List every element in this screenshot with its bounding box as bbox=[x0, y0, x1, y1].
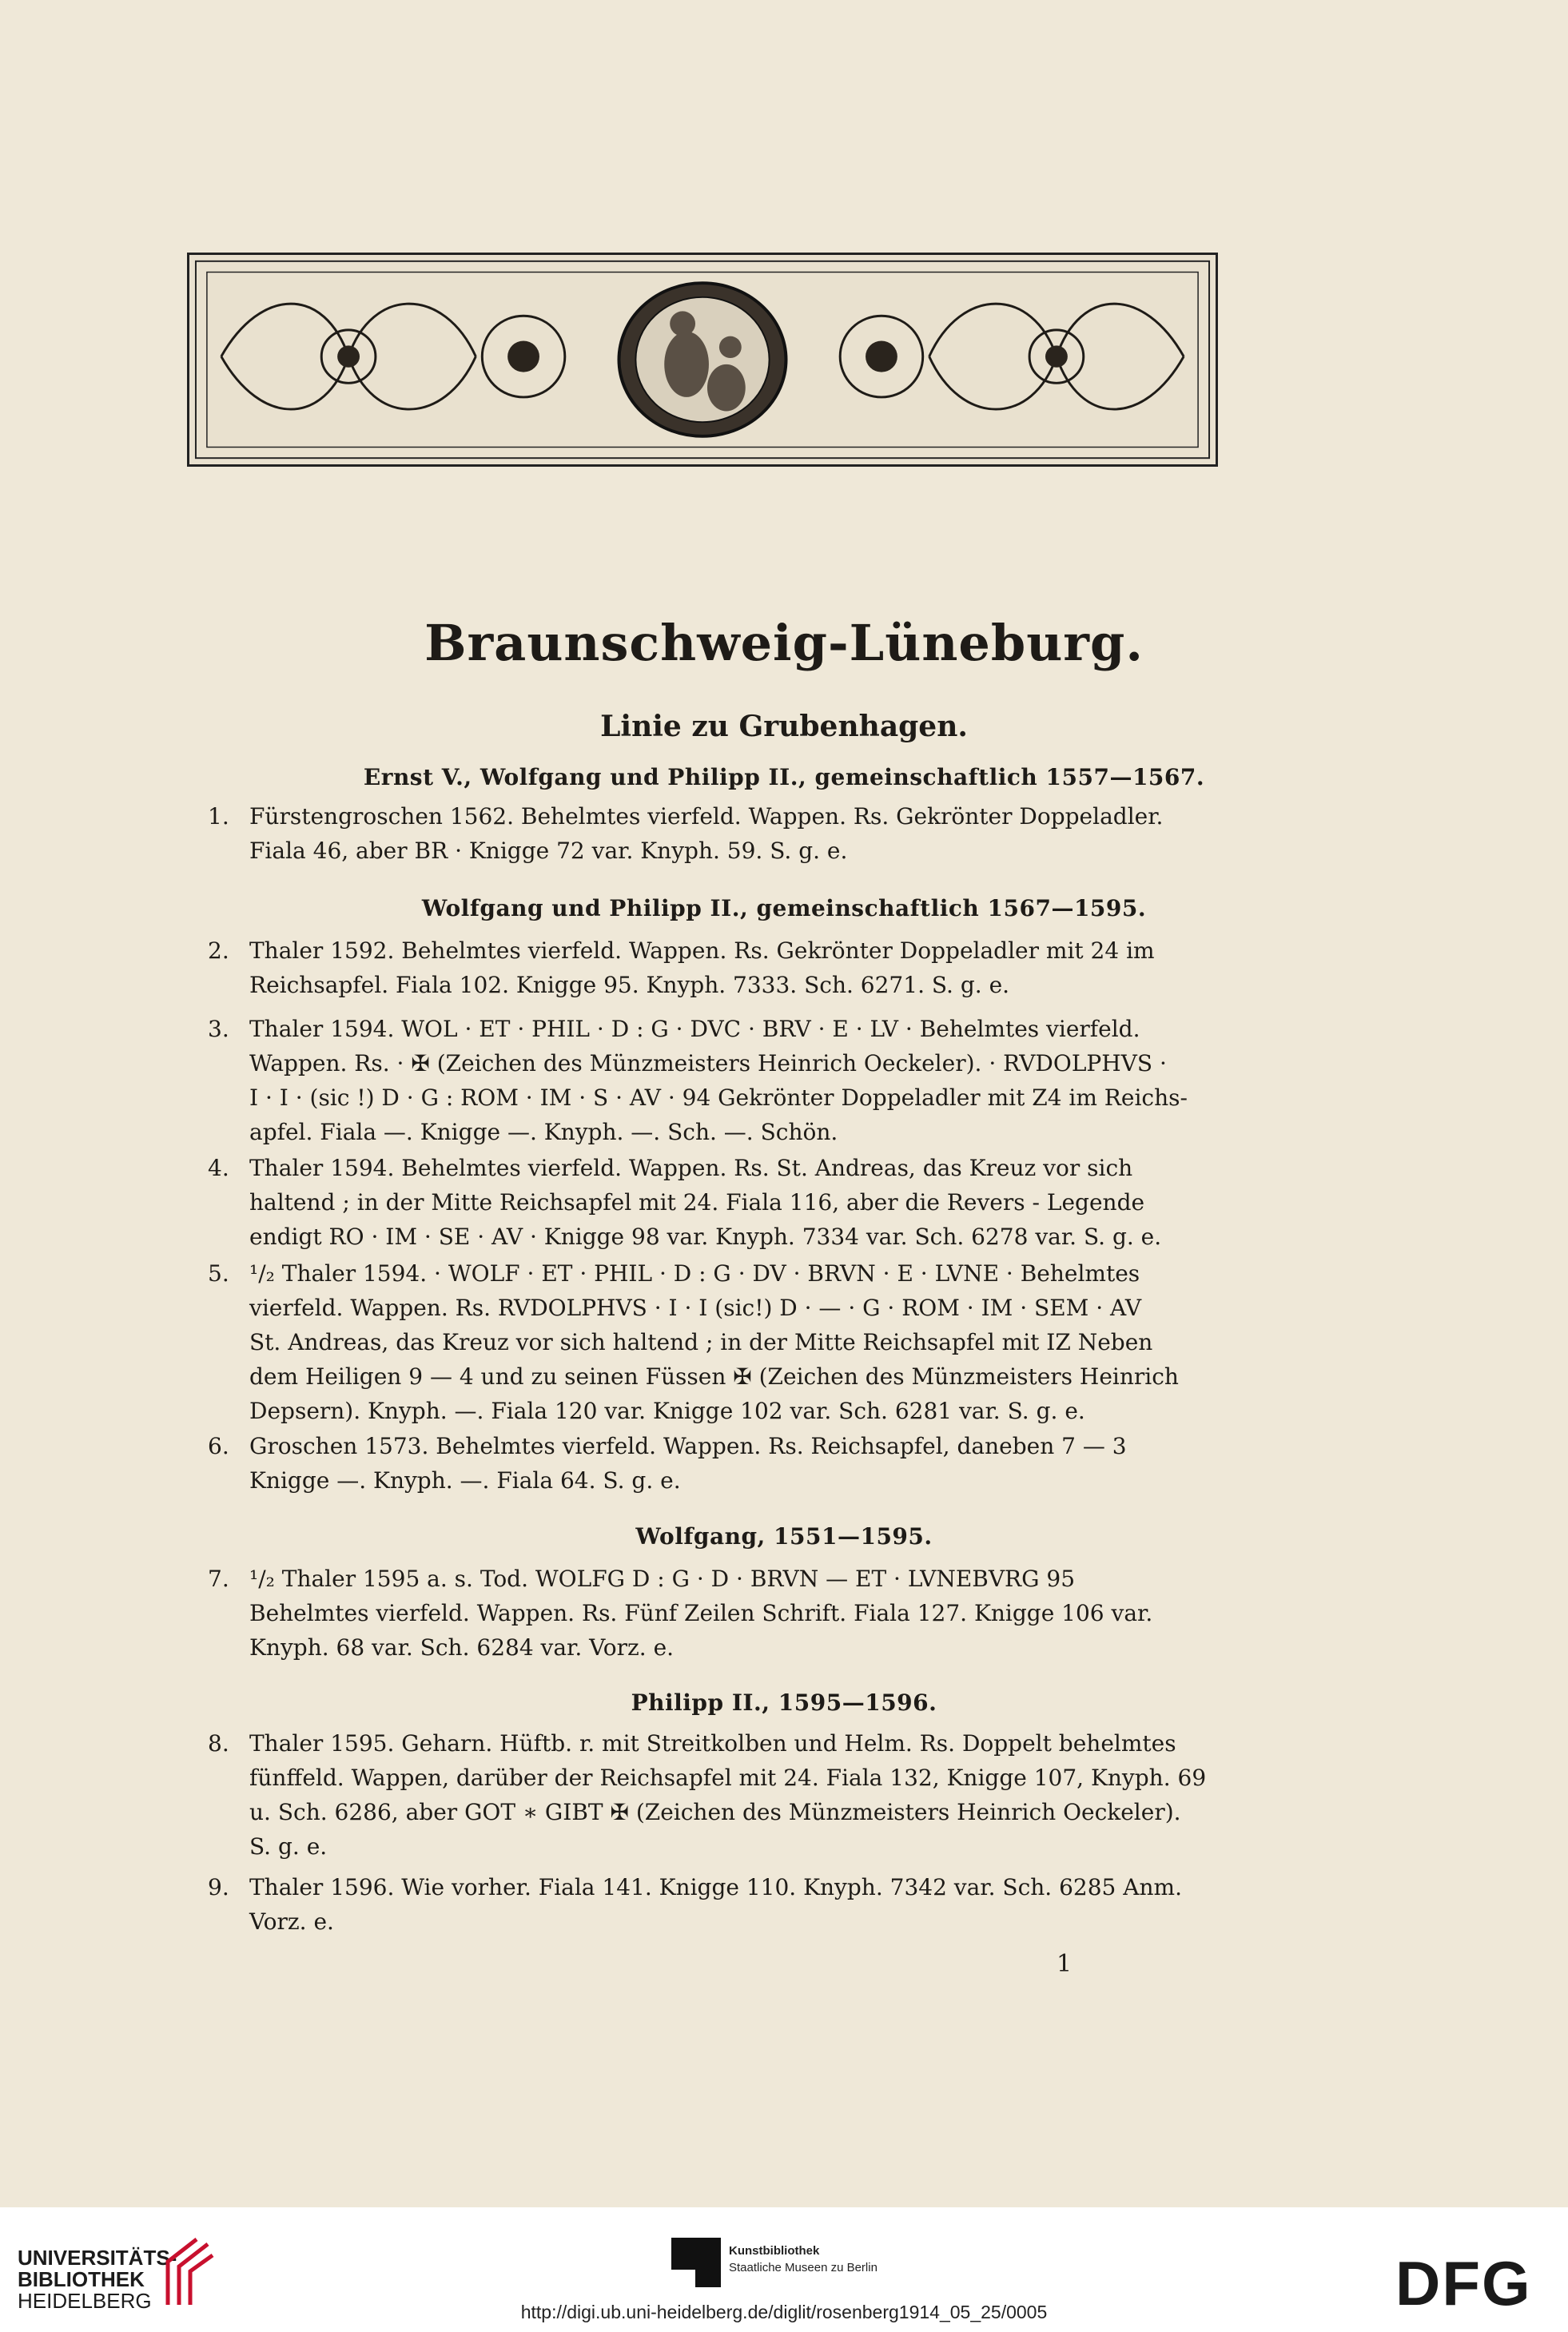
entry-line: vierfeld. Wappen. Rs. RVDOLPHVS · I · I (sic!) D · — · G · ROM · IM · SEM · AV bbox=[249, 1295, 1142, 1321]
section-heading: Ernst V., Wolfgang und Philipp II., gemeinschaftlich 1557—1567. bbox=[363, 764, 1205, 790]
catalog-entry bbox=[208, 933, 1231, 1002]
entry-line: Knigge —. Knyph. —. Fiala 64. S. g. e. bbox=[249, 1467, 681, 1494]
catalog-entry bbox=[208, 1012, 1231, 1149]
entry-number: 6. bbox=[208, 1433, 229, 1459]
catalog-entry bbox=[208, 1429, 1231, 1498]
entry-line: endigt RO · IM · SE · AV · Knigge 98 var. Knyph. 7334 var. Sch. 6278 var. S. g. e. bbox=[249, 1224, 1162, 1250]
entry-line: St. Andreas, das Kreuz vor sich haltend ; in der Mitte Reichsapfel mit IZ Neben bbox=[249, 1329, 1153, 1355]
catalog-entry bbox=[208, 1726, 1231, 1864]
entry-line: Thaler 1596. Wie vorher. Fiala 141. Knigge 110. Knyph. 7342 var. Sch. 6285 Anm. bbox=[249, 1874, 1182, 1900]
entry-line: Thaler 1594. WOL · ET · PHIL · D : G · DVC · BRV · E · LV · Behelmtes vierfeld. bbox=[249, 1016, 1140, 1042]
section-heading: Philipp II., 1595—1596. bbox=[631, 1689, 937, 1716]
section-heading: Wolfgang und Philipp II., gemeinschaftlich 1567—1595. bbox=[421, 895, 1147, 921]
entry-number: 1. bbox=[208, 803, 229, 830]
entry-line: Thaler 1594. Behelmtes vierfeld. Wappen. Rs. St. Andreas, das Kreuz vor sich bbox=[249, 1155, 1133, 1181]
library-name-line: HEIDELBERG bbox=[18, 2289, 152, 2313]
entry-line: Knyph. 68 var. Sch. 6284 var. Vorz. e. bbox=[249, 1634, 675, 1661]
dfg-logo: DFG bbox=[1395, 2248, 1532, 2318]
kb-line: Kunstbibliothek bbox=[729, 2244, 820, 2258]
entry-number: 7. bbox=[208, 1566, 229, 1592]
entry-number: 3. bbox=[208, 1016, 229, 1042]
library-name-line: UNIVERSITÄTS- bbox=[18, 2246, 177, 2270]
entry-line: haltend ; in der Mitte Reichsapfel mit 24. Fiala 116, aber die Revers - Legende bbox=[249, 1189, 1145, 1216]
entry-line: apfel. Fiala —. Knigge —. Knyph. —. Sch. —. Schön. bbox=[249, 1119, 838, 1145]
catalog-entry bbox=[208, 1256, 1231, 1428]
entry-line: S. g. e. bbox=[249, 1833, 328, 1860]
entry-line: Thaler 1592. Behelmtes vierfeld. Wappen. Rs. Gekrönter Doppeladler mit 24 im bbox=[249, 937, 1155, 964]
entry-line: Groschen 1573. Behelmtes vierfeld. Wappen. Rs. Reichsapfel, daneben 7 — 3 bbox=[249, 1433, 1127, 1459]
entry-number: 2. bbox=[208, 937, 229, 964]
entry-line: u. Sch. 6286, aber GOT ∗ GIBT ✠ (Zeichen des Münzmeisters Heinrich Oeckeler). bbox=[249, 1799, 1181, 1825]
library-name-line: BIBLIOTHEK bbox=[18, 2267, 145, 2291]
entry-line: Wappen. Rs. · ✠ (Zeichen des Münzmeisters Heinrich Oeckeler). · RVDOLPHVS · bbox=[249, 1050, 1167, 1076]
entry-line: I · I · (sic !) D · G : ROM · IM · S · AV · 94 Gekrönter Doppeladler mit Z4 im Reichs- bbox=[249, 1084, 1188, 1111]
entry-line: dem Heiligen 9 — 4 und zu seinen Füssen ✠ (Zeichen des Münzmeisters Heinrich bbox=[249, 1363, 1179, 1390]
entry-line: Thaler 1595. Geharn. Hüftb. r. mit Streitkolben und Helm. Rs. Doppelt behelmtes bbox=[249, 1730, 1176, 1757]
kunstbibliothek-label bbox=[729, 2242, 878, 2276]
source-url[interactable]: http://digi.ub.uni-heidelberg.de/diglit/rosenberg1914_05_25/0005 bbox=[520, 2302, 1048, 2322]
section-heading: Wolfgang, 1551—1595. bbox=[635, 1523, 933, 1550]
catalog-entry bbox=[208, 1562, 1231, 1665]
entry-line: fünffeld. Wappen, darüber der Reichsapfel mit 24. Fiala 132, Knigge 107, Knyph. 69 bbox=[249, 1765, 1207, 1791]
entry-line: Fürstengroschen 1562. Behelmtes vierfeld. Wappen. Rs. Gekrönter Doppeladler. bbox=[249, 803, 1164, 830]
entry-line: ¹/₂ Thaler 1595 a. s. Tod. WOLFG D : G · D · BRVN — ET · LVNEBVRG 95 bbox=[249, 1566, 1076, 1592]
entry-line: Depsern). Knyph. —. Fiala 120 var. Knigge 102 var. Sch. 6281 var. S. g. e. bbox=[249, 1398, 1085, 1424]
entry-number: 8. bbox=[208, 1730, 229, 1757]
entry-number: 9. bbox=[208, 1874, 229, 1900]
heidelberg-library-logo-icon bbox=[160, 2235, 217, 2311]
kunstbibliothek-logo-icon bbox=[671, 2238, 721, 2287]
catalog-entry bbox=[208, 799, 1231, 868]
entry-number: 4. bbox=[208, 1155, 229, 1181]
page-subtitle: Linie zu Grubenhagen. bbox=[600, 710, 968, 743]
page-number: 1 bbox=[1057, 1950, 1073, 1978]
entry-line: Fiala 46, aber BR · Knigge 72 var. Knyph. 59. S. g. e. bbox=[249, 838, 848, 864]
ornamental-header-band bbox=[187, 253, 1218, 467]
kb-line: Staatliche Museen zu Berlin bbox=[729, 2261, 878, 2274]
entry-line: Reichsapfel. Fiala 102. Knigge 95. Knyph. 7333. Sch. 6271. S. g. e. bbox=[249, 972, 1010, 998]
catalog-entry bbox=[208, 1870, 1231, 1939]
entry-line: ¹/₂ Thaler 1594. · WOLF · ET · PHIL · D : G · DV · BRVN · E · LVNE · Behelmtes bbox=[249, 1260, 1140, 1287]
entry-number: 5. bbox=[208, 1260, 229, 1287]
catalog-entry bbox=[208, 1151, 1231, 1254]
entry-line: Behelmtes vierfeld. Wappen. Rs. Fünf Zeilen Schrift. Fiala 127. Knigge 106 var. bbox=[249, 1600, 1153, 1626]
entry-line: Vorz. e. bbox=[249, 1908, 334, 1935]
page-title: Braunschweig-Lüneburg. bbox=[424, 614, 1144, 672]
ornament-illustration bbox=[189, 255, 1216, 464]
